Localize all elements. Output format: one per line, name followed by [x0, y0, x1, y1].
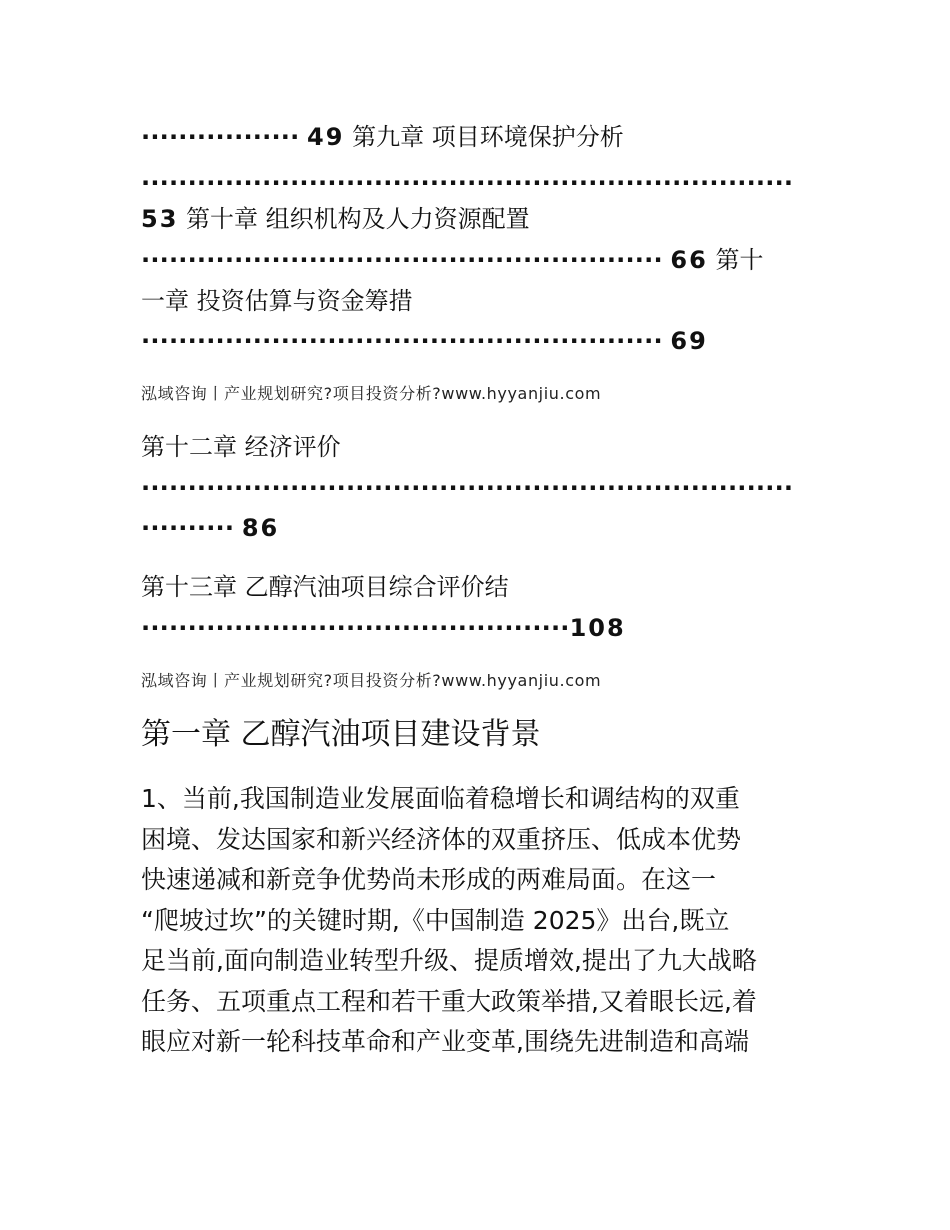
toc-entry-page-86 [141, 513, 279, 543]
toc-entry-ch13 [141, 572, 509, 602]
toc-entry-ch11 [141, 245, 763, 275]
toc-chapter-title: 第九章 项目环境保护分析 [352, 123, 624, 151]
toc-chapter-title: 第十三章 乙醇汽油项目综合评价结 [141, 573, 509, 601]
toc-entry-ch9 [141, 122, 624, 152]
toc-page-number: 66 [670, 246, 708, 274]
toc-chapter-title-continued [141, 286, 413, 316]
toc-leader-line [141, 168, 793, 198]
toc-entry-page-69 [141, 326, 708, 356]
toc-chapter-title: 第十二章 经济评价 [141, 433, 341, 461]
toc-leader-dots: ················· [141, 123, 300, 151]
toc-chapter-title: 第十章 组织机构及人力资源配置 [186, 205, 530, 233]
chapter-heading [141, 716, 541, 754]
toc-page-number: 108 [569, 614, 626, 642]
page-footer [141, 381, 601, 404]
toc-leader-dots: ·········· [141, 514, 235, 542]
toc-leader-dots: ······································································ [141, 169, 794, 197]
footer-text: 泓域咨询丨产业规划研究?项目投资分析?www.hyyanjiu.com [141, 671, 602, 690]
toc-page-number: 49 [307, 123, 345, 151]
paragraph-line: 困境、发达国家和新兴经济体的双重挤压、低成本优势 [141, 825, 742, 854]
toc-page-number: 69 [670, 327, 708, 355]
toc-entry-page-108 [141, 613, 626, 643]
toc-page-number: 86 [241, 514, 280, 542]
toc-leader-dots: ························································ [141, 327, 663, 355]
toc-page-number: 53 [141, 205, 179, 233]
footer-text: 泓域咨询丨产业规划研究?项目投资分析?www.hyyanjiu.com [141, 384, 602, 403]
toc-chapter-title-part: 第十 [715, 246, 764, 274]
toc-leader-dots: ························································ [141, 246, 663, 274]
toc-entry-ch10 [141, 204, 530, 234]
paragraph-line: “爬坡过坎”的关键时期,《中国制造 2025》出台,既立 [141, 906, 730, 935]
paragraph-line: 眼应对新一轮科技革命和产业变革,围绕先进制造和高端 [141, 1027, 749, 1056]
toc-leader-dots: ·············································· [141, 614, 570, 642]
paragraph-line: 任务、五项重点工程和若干重大政策举措,又着眼长远,着 [141, 987, 757, 1016]
toc-entry-ch12 [141, 432, 341, 462]
toc-leader-dots: ······································································ [141, 474, 794, 502]
toc-leader-line [141, 473, 793, 503]
paragraph-line: 1、当前,我国制造业发展面临着稳增长和调结构的双重 [141, 784, 740, 813]
chapter-title: 第一章 乙醇汽油项目建设背景 [141, 717, 541, 752]
paragraph-line: 足当前,面向制造业转型升级、提质增效,提出了九大战略 [141, 946, 757, 975]
page-footer [141, 668, 601, 691]
toc-chapter-title-part: 一章 投资估算与资金筹措 [141, 287, 413, 315]
paragraph-line: 快速递减和新竞争优势尚未形成的两难局面。在这一 [141, 865, 717, 894]
